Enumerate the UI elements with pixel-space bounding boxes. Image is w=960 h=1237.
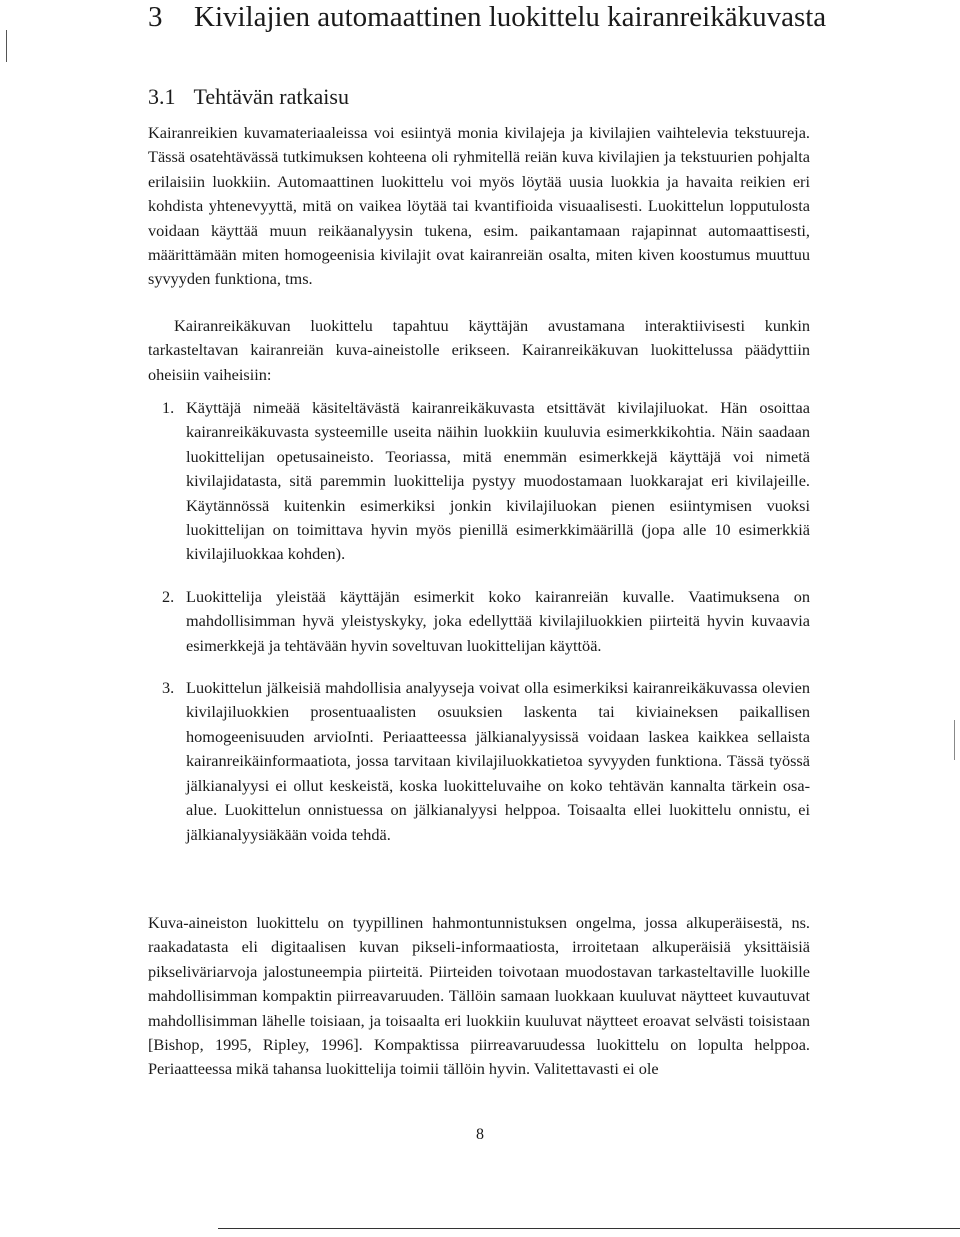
paragraph-classification: Kuva-aineiston luokittelu on tyypillinen hahmontunnistuksen ongelma, jossa alkuperäisestä, ns. raakadatasta eli digitaalisen kuvan pikseli-informaatiosta, irroitetaan alkuperäisiä yksittäisiä pikseliväriarvoja jalostuneempia piirteitä. Piirteiden toivotaan muodostavan tarkasteltaville luokille mahdollisimman kompaktin piirreavaruuden. Tällöin samaan luokkaan kuuluvat näytteet kuvautuvat mahdollisimman lähelle toisiaan, ja toisaalta eri luokkiin kuuluvat näytteet eroavat selvästi toisistaan [Bishop, 1995, Ripley, 1996]. Kompaktissa piirreavaruudessa luokittelu on lopulta helppoa. Periaatteessa mikä tahansa luokittelija toimii tällöin hyvin. Valitettavasti ei ole: [148, 913, 810, 1079]
list-item: [148, 396, 810, 567]
list-item-text: Käyttäjä nimeää käsiteltävästä kairanreikäkuvasta etsittävät kivilajiluokat. Hän osoittaa kairanreikäkuvasta systeemille useita näihin luokkiin kuuluvia esimerkkikohtia. Näin saadaan luokittelijan opetusaineisto. Teoriassa, mitä enemmän esimerkkejä käyttäjä voi nimetä kivilajidatasta, sitä paremmin luokittelija pystyy muodostamaan luokkarajat eri kivilajeille. Käytännössä kuitenkin esimerkiksi jonkin kivilajiluokan pienen esiintymisen vuoksi luokittelijan on toimittava hyvin myös pienillä esimerkkimäärillä (jopa alle 10 esimerkkiä kivilajiluokkaa kohden).: [186, 398, 810, 564]
list-marker: 2.: [162, 586, 175, 606]
paragraph-intro: Kairanreikien kuvamateriaaleissa voi esiintyä monia kivilajeja ja kivilajien vaihtelevia tekstuureja. Tässä osatehtävässä tutkimuksen kohteena oli ryhmitellä reiän kuva kivilajien ja tekstuurien pohjalta erilaisiin luokkiin. Automaattinen luokittelu voi myös löytää uusia luokkia ja havaita reikien eri kohdista yhtenevyyttä, mitä on vaikea löytää tai kvantifioida visuaalisesti. Luokittelun lopputulosta voidaan käyttää muun reikäanalyysin tukena, esim. paikantamaan rajapinnat automaattisesti, määrittämään miten homogeenisia kivilajit ovat kairanreiän osalta, miten kiven koostumus muuttuu syvyyden funktiona, tms.: [148, 123, 810, 289]
chapter-heading: [148, 0, 848, 34]
list-item-text: Luokittelija yleistää käyttäjän esimerkit koko kairanreiän kuvalle. Vaatimuksena on mahdollisimman hyvä yleistyskyky, joka edellyttää kivilajiluokkien piirteitä hyvin kuvaavia esimerkkejä ja tehtävään hyvin soveltuvan luokittelijan käyttöä.: [186, 586, 810, 655]
chapter-number: 3: [148, 1, 163, 33]
section-title: Tehtävän ratkaisu: [193, 84, 349, 109]
section-number: 3.1: [148, 84, 176, 109]
scan-margin-mark: [954, 720, 955, 760]
list-marker: 1.: [162, 398, 175, 417]
list-item-text: Luokittelun jälkeisiä mahdollisia analyyseja voivat olla esimerkiksi kairanreikäkuvassa olevien kivilajiluokkien prosentuaalisten osuuksien laskenta tai kiviaineksen paikallisen homogeenisuuden arvioInti. Periaatteessa jälkianalyysissä voidaan laskea kaikkea sellaista kairanreikäinformaatiota, jossa tarvitaan kivilajiluokkatietoa syvyyden funktiona. Tässä työssä jälkianalyysi ei ollut keskeistä, koska luokitteluvaihe on koko tehtävän kannalta tärkein osa-alue. Luokittelun onnistuessa on jälkianalyysi helppoa. Toisaalta ellei luokittelu onnistu, ei jälkianalyysiäkään voida tehdä.: [186, 678, 810, 844]
scan-margin-mark: [6, 30, 7, 62]
footer-rule: [218, 1228, 960, 1229]
page-number: 8: [476, 1126, 484, 1143]
list-item: [148, 585, 810, 658]
chapter-title: Kivilajien automaattinen luokittelu kairanreikäkuvasta: [194, 1, 827, 33]
steps-list: [148, 396, 810, 847]
paragraph-process: Kairanreikäkuvan luokittelu tapahtuu käyttäjän avustamana interaktiivisesti kunkin tarkasteltavan kairanreiän kuva-aineistolle erikseen. Kairanreikäkuvan luokittelussa päädyttiin oheisiin vaiheisiin:: [148, 316, 810, 384]
list-item: [148, 676, 810, 847]
list-marker: 3.: [162, 678, 175, 698]
section-heading: [148, 83, 349, 111]
